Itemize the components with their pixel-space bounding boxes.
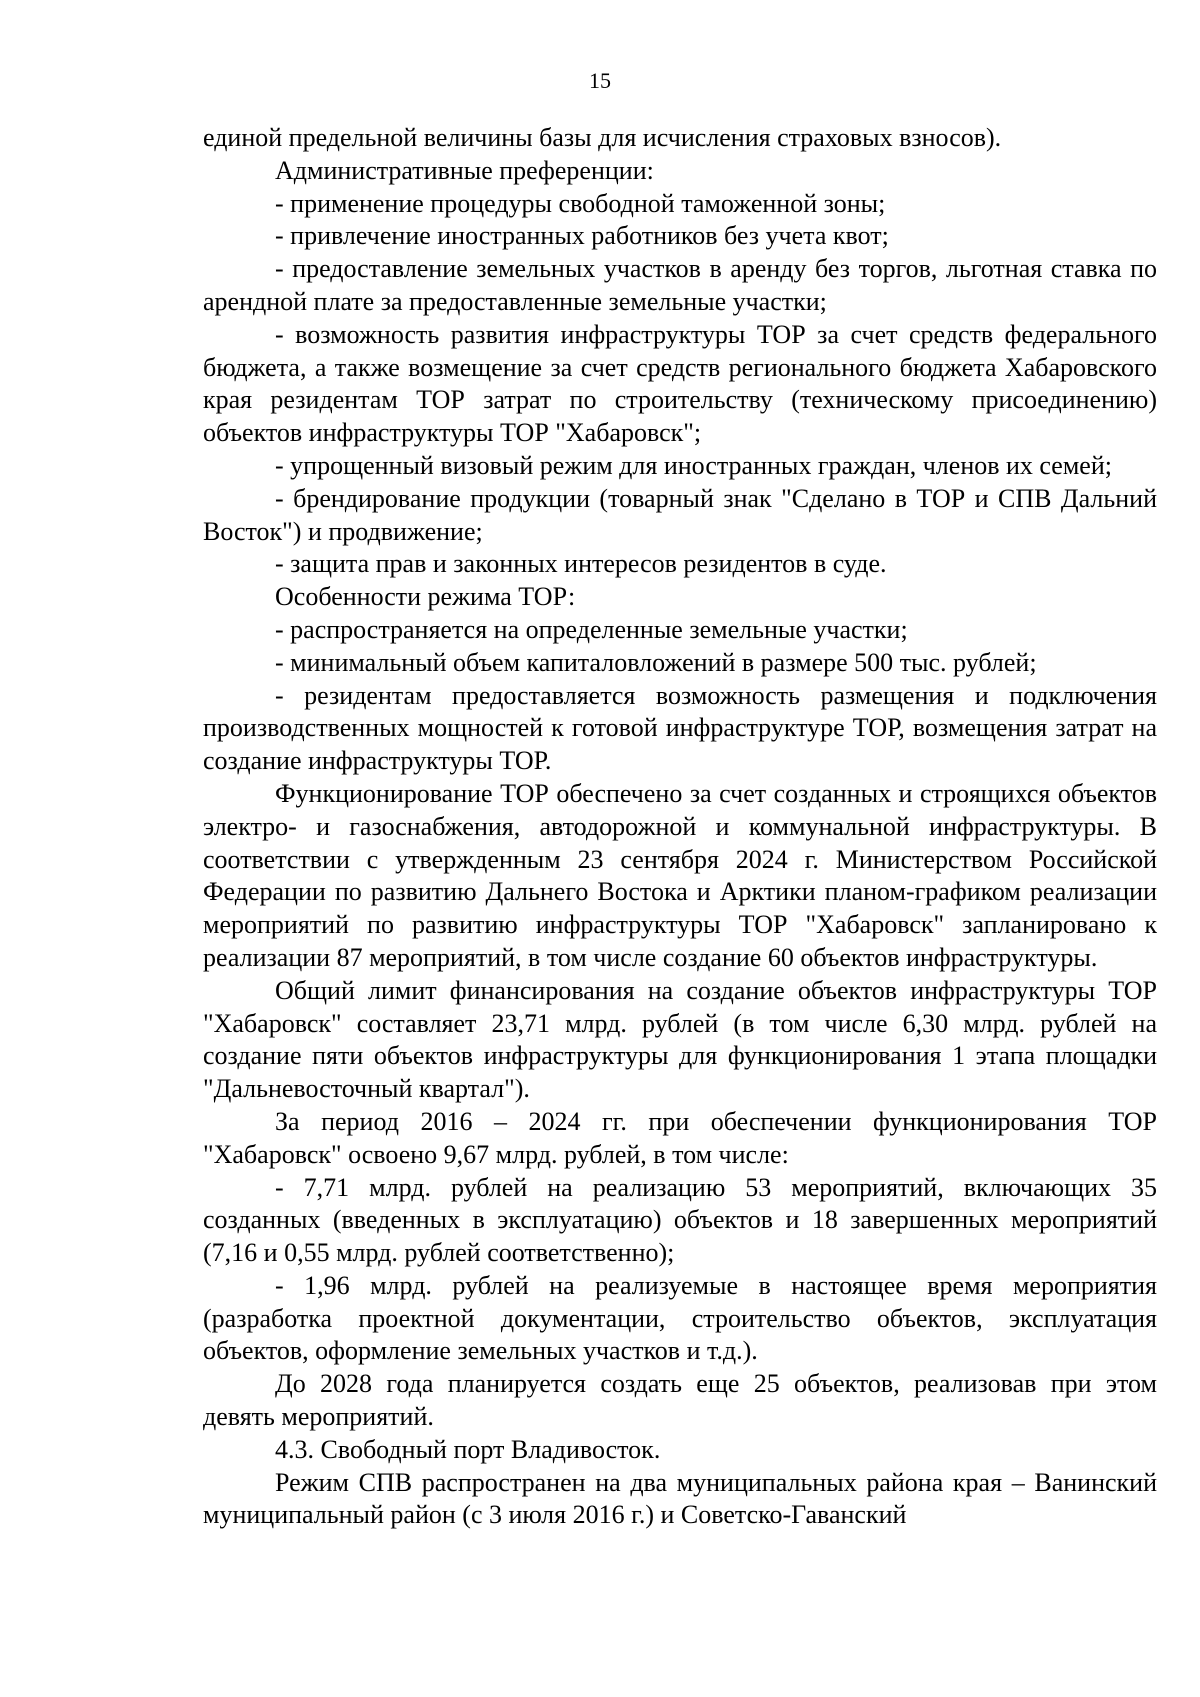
list-item-ready-infrastructure: - резидентам предоставляется возможность размещения и подключения производственных мощностей к готовой инфраструктуре ТОР, возмещения затрат на создание инфраструктуры ТОР. — [203, 680, 1157, 776]
section-heading-free-port: 4.3. Свободный порт Владивосток. — [275, 1434, 661, 1464]
paragraph-spent-2016-2024: За период 2016 – 2024 гг. при обеспечении функционирования ТОР "Хабаровск" освоено 9,67 млрд. рублей, в том числе: — [203, 1106, 1157, 1169]
list-item-min-investment: - минимальный объем капиталовложений в размере 500 тыс. рублей; — [275, 647, 1037, 677]
list-item-land-plots: - распространяется на определенные земельные участки; — [275, 614, 908, 644]
list-item-customs-zone: - применение процедуры свободной таможенной зоны; — [275, 188, 886, 218]
heading-administrative-preferences: Административные преференции: — [275, 155, 654, 185]
heading-tor-features: Особенности режима ТОР: — [275, 582, 576, 612]
paragraph-tor-functioning: Функционирование ТОР обеспечено за счет созданных и строящихся объектов электро- и газоснабжения, автодорожной и коммунальной инфраструктуры. В соответствии с утвержденным 23 сентября 2024 г. Министерством Российской Федерации по развитию Дальнего Востока и Арктики планом-графиком реализации мероприятий по развитию инфраструктуры ТОР "Хабаровск" запланировано к реализации 87 мероприятий, в том числе создание 60 объектов инфраструктуры. — [203, 778, 1157, 972]
list-item-legal-protection: - защита прав и законных интересов резидентов в суде. — [275, 549, 887, 579]
paragraph-spv-regime: Режим СПВ распространен на два муниципальных района края – Ванинский муниципальный район (с 3 июля 2016 г.) и Советско-Гаванский — [203, 1467, 1157, 1530]
paragraph-plans-2028: До 2028 года планируется создать еще 25 объектов, реализовав при этом девять мероприятий. — [203, 1369, 1157, 1432]
list-item-current-measures: - 1,96 млрд. рублей на реализуемые в настоящее время мероприятия (разработка проектной документации, строительство объектов, эксплуатация объектов, оформление земельных участков и т.д.). — [203, 1270, 1157, 1366]
paragraph-funding-limit: Общий лимит финансирования на создание объектов инфраструктуры ТОР "Хабаровск" составляет 23,71 млрд. рублей (в том числе 6,30 млрд. рублей на создание пяти объектов инфраструктуры для функционирования 1 этапа площадки "Дальневосточный квартал"). — [203, 975, 1157, 1104]
list-item-infrastructure-funding: - возможность развития инфраструктуры ТОР за счет средств федерального бюджета, а также возмещение за счет средств регионального бюджета Хабаровского края резидентам ТОР затрат по строительству (техническому присоединению) объектов инфраструктуры ТОР "Хабаровск"; — [203, 319, 1157, 448]
list-item-land-lease: - предоставление земельных участков в аренду без торгов, льготная ставка по арендной плате за предоставленные земельные участки; — [203, 254, 1157, 316]
list-item-foreign-workers: - привлечение иностранных работников без учета квот; — [275, 221, 889, 251]
list-item-visa-regime: - упрощенный визовый режим для иностранных граждан, членов их семей; — [275, 450, 1112, 480]
list-item-completed-measures: - 7,71 млрд. рублей на реализацию 53 мероприятий, включающих 35 созданных (введенных в эксплуатацию) объектов и 18 завершенных мероприятий (7,16 и 0,55 млрд. рублей соответственно); — [203, 1172, 1157, 1268]
list-item-branding: - брендирование продукции (товарный знак "Сделано в ТОР и СПВ Дальний Восток") и продвижение; — [203, 483, 1157, 546]
page-number: 15 — [589, 68, 611, 93]
document-body — [203, 122, 1157, 1532]
paragraph-insurance-base: единой предельной величины базы для исчисления страховых взносов). — [203, 123, 1002, 152]
